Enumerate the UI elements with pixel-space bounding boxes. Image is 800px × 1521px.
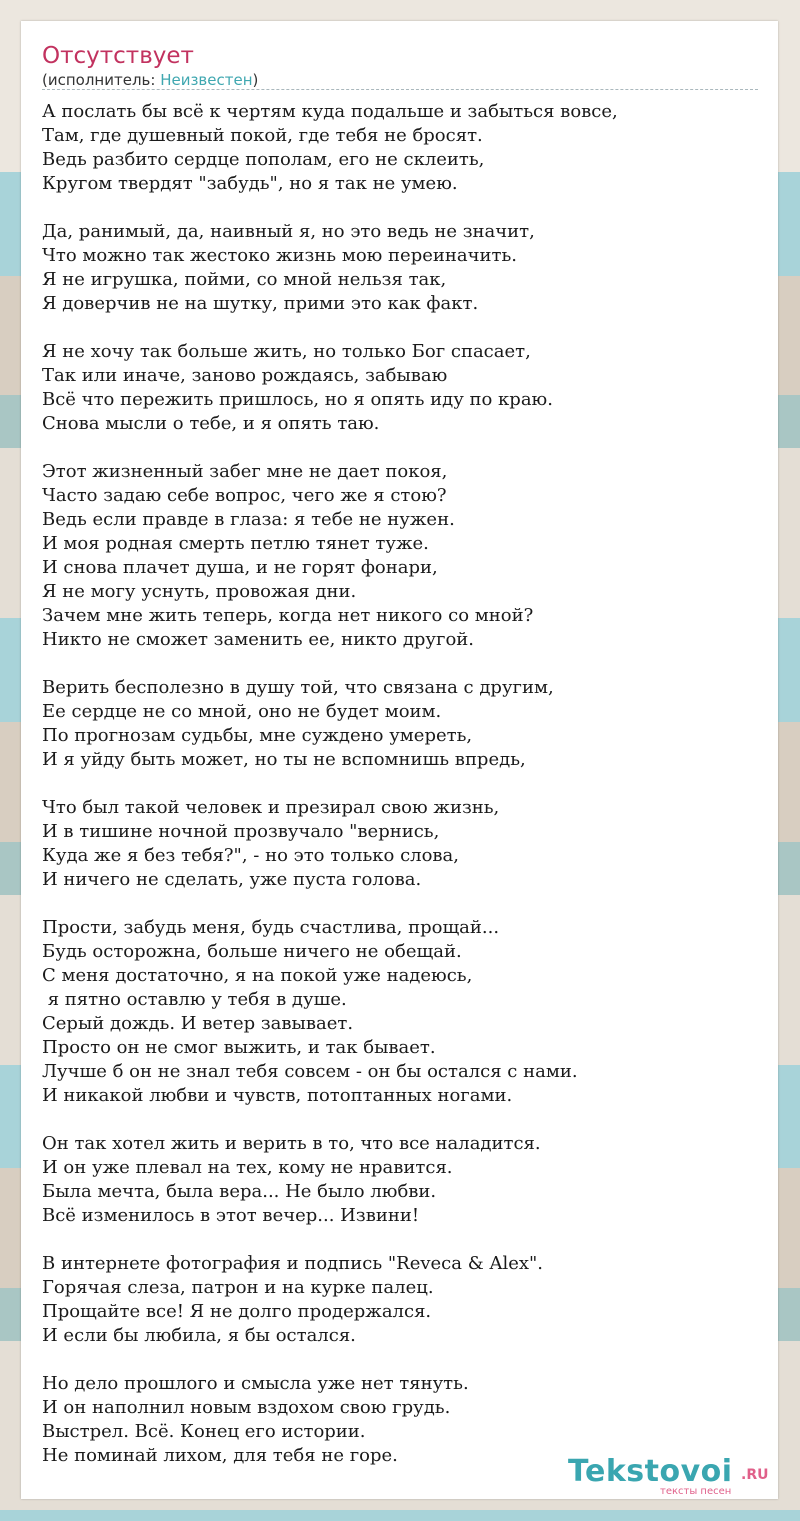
lyric-line: Прости, забудь меня, будь счастлива, прощай... <box>42 917 500 938</box>
logo-name: Tekstovoi <box>568 1454 733 1489</box>
stanza <box>42 460 762 652</box>
artist-line <box>42 71 258 90</box>
lyric-line: И он уже плевал на тех, кому не нравится. <box>42 1157 453 1178</box>
lyric-line: И снова плачет душа, и не горят фонари, <box>42 557 438 578</box>
lyric-line: Так или иначе, заново рождаясь, забываю <box>42 365 448 386</box>
lyric-line: Часто задаю себе вопрос, чего же я стою? <box>42 485 447 506</box>
lyric-line: И если бы любила, я бы остался. <box>42 1325 356 1346</box>
lyric-line: я пятно оставлю у тебя в душе. <box>42 989 347 1010</box>
lyric-line: Ведь если правде в глаза: я тебе не нужен. <box>42 509 455 530</box>
stanza <box>42 340 762 436</box>
title-divider <box>42 89 758 90</box>
lyric-line: Снова мысли о тебе, и я опять таю. <box>42 413 380 434</box>
stanza <box>42 100 762 196</box>
lyric-line: Кругом твердят "забудь", но я так не умею. <box>42 173 458 194</box>
artist-link[interactable]: Неизвестен <box>160 71 253 89</box>
lyric-line: Зачем мне жить теперь, когда нет никого со мной? <box>42 605 534 626</box>
lyric-line: Я не хочу так больше жить, но только Бог спасает, <box>42 341 531 362</box>
lyric-line: Лучше б он не знал тебя совсем - он бы остался с нами. <box>42 1061 578 1082</box>
stanza <box>42 1252 762 1348</box>
lyrics-text <box>42 100 762 1492</box>
lyric-line: Я не могу уснуть, провожая дни. <box>42 581 357 602</box>
logo-tld: .RU <box>741 1467 769 1483</box>
lyric-line: Я не игрушка, пойми, со мной нельзя так, <box>42 269 447 290</box>
lyric-line: Будь осторожна, больше ничего не обещай. <box>42 941 462 962</box>
lyric-line: Я доверчив не на шутку, прими это как факт. <box>42 293 479 314</box>
lyric-line: И я уйду быть может, но ты не вспомнишь впредь, <box>42 749 526 770</box>
artist-prefix: (исполнитель: <box>42 71 161 89</box>
lyric-line: В интернете фотография и подпись "Reveca & Alex". <box>42 1253 544 1274</box>
lyrics-card <box>21 21 778 1499</box>
stanza <box>42 1132 762 1228</box>
lyric-line: Ведь разбито сердце пополам, его не склеить, <box>42 149 485 170</box>
lyric-line: И он наполнил новым вздохом свою грудь. <box>42 1397 451 1418</box>
lyric-line: Всё изменилось в этот вечер... Извини! <box>42 1205 420 1226</box>
lyric-line: Он так хотел жить и верить в то, что все наладится. <box>42 1133 541 1154</box>
lyric-line: Была мечта, была вера... Не было любви. <box>42 1181 437 1202</box>
lyric-line: И ничего не сделать, уже пуста голова. <box>42 869 422 890</box>
lyric-line: А послать бы всё к чертям куда подальше и забыться вовсе, <box>42 101 618 122</box>
lyric-line: Этот жизненный забег мне не дает покоя, <box>42 461 448 482</box>
lyric-line: Прощайте все! Я не долго продержался. <box>42 1301 432 1322</box>
lyric-line: Выстрел. Всё. Конец его истории. <box>42 1421 366 1442</box>
lyric-line: И моя родная смерть петлю тянет туже. <box>42 533 429 554</box>
lyric-line: По прогнозам судьбы, мне суждено умереть, <box>42 725 473 746</box>
lyric-line: Никто не сможет заменить ее, никто другой. <box>42 629 475 650</box>
lyric-line: Всё что пережить пришлось, но я опять иду по краю. <box>42 389 553 410</box>
lyric-line: Куда же я без тебя?", - но это только слова, <box>42 845 460 866</box>
logo-tagline: тексты песен <box>660 1486 732 1497</box>
stanza <box>42 916 762 1108</box>
artist-suffix: ) <box>252 71 259 89</box>
lyric-line: Верить бесполезно в душу той, что связана с другим, <box>42 677 554 698</box>
lyric-line: Что можно так жестоко жизнь мою переиначить. <box>42 245 517 266</box>
lyric-line: Не поминай лихом, для тебя не горе. <box>42 1445 398 1466</box>
lyric-line: Да, ранимый, да, наивный я, но это ведь не значит, <box>42 221 535 242</box>
lyric-line: С меня достаточно, я на покой уже надеюсь, <box>42 965 473 986</box>
lyric-line: Что был такой человек и презирал свою жизнь, <box>42 797 500 818</box>
tekstovoi-logo[interactable] <box>568 1455 778 1503</box>
song-title: Отсутствует <box>42 43 194 69</box>
lyric-line: И в тишине ночной прозвучало "вернись, <box>42 821 440 842</box>
stanza <box>42 796 762 892</box>
lyric-line: Горячая слеза, патрон и на курке палец. <box>42 1277 434 1298</box>
lyric-line: Просто он не смог выжить, и так бывает. <box>42 1037 436 1058</box>
lyric-line: Ее сердце не со мной, оно не будет моим. <box>42 701 442 722</box>
lyric-line: И никакой любви и чувств, потоптанных ногами. <box>42 1085 513 1106</box>
stanza <box>42 676 762 772</box>
lyric-line: Но дело прошлого и смысла уже нет тянуть. <box>42 1373 469 1394</box>
lyric-line: Серый дождь. И ветер завывает. <box>42 1013 354 1034</box>
lyric-line: Там, где душевный покой, где тебя не бросят. <box>42 125 483 146</box>
stanza <box>42 220 762 316</box>
